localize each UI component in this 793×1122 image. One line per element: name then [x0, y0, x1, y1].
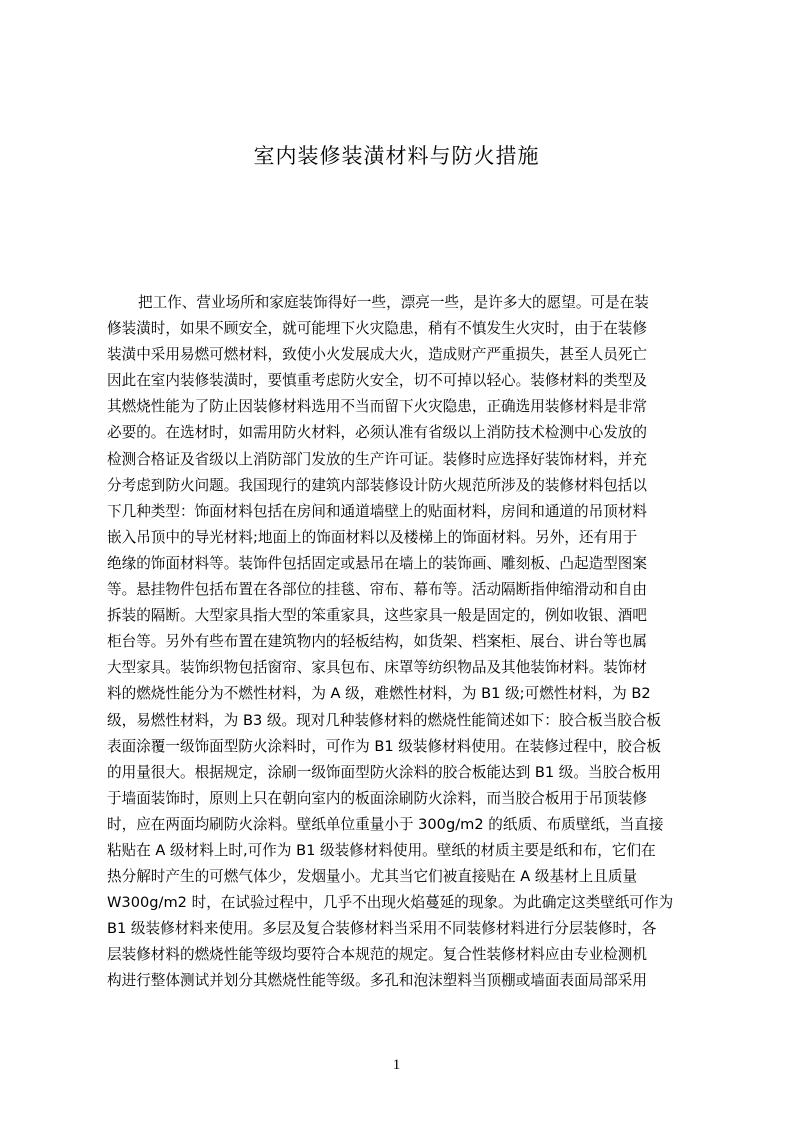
- paragraph-line: 把工作、营业场所和家庭装饰得好一些，漂亮一些，是许多大的愿望。可是在装: [138, 294, 649, 311]
- paragraph-line: 修装潢时，如果不顾安全，就可能埋下火灾隐患，稍有不慎发生火灾时，由于在装修: [107, 320, 647, 338]
- paragraph-line: 料的燃烧性能分为不燃性材料，为 A 级，难燃性材料，为 B1 级;可燃性材料，为 B2: [107, 685, 651, 703]
- paragraph-line: 于墙面装饰时，原则上只在朝向室内的板面涂刷防火涂料，而当胶合板用于吊顶装修: [107, 789, 647, 807]
- paragraph-line: 其燃烧性能为了防止因装修材料选用不当而留下火灾隐患，正确选用装修材料是非常: [107, 398, 647, 416]
- paragraph-line: 等。悬挂物件包括布置在各部位的挂毯、帘布、幕布等。活动隔断指伸缩滑动和自由: [107, 581, 647, 599]
- paragraph-line: 因此在室内装修装潢时，要慎重考虑防火安全，切不可掉以轻心。装修材料的类型及: [107, 372, 647, 390]
- paragraph-line: 分考虑到防火问题。我国现行的建筑内部装修设计防火规范所涉及的装修材料包括以: [107, 476, 647, 494]
- paragraph-line: 检测合格证及省级以上消防部门发放的生产许可证。装修时应选择好装饰材料，并充: [107, 450, 647, 468]
- paragraph-line: B1 级装修材料来使用。多层及复合装修材料当采用不同装修材料进行分层装修时，各: [107, 920, 657, 938]
- page-number: 1: [392, 1057, 401, 1073]
- paragraph-line: 热分解时产生的可燃气体少，发烟量小。尤其当它们被直接贴在 A 级基材上且质量: [107, 868, 638, 886]
- paragraph-line: 层装修材料的燃烧性能等级均要符合本规范的规定。复合性装修材料应由专业检测机: [107, 946, 647, 964]
- paragraph-line: W300g/m2 时，在试验过程中，几乎不出现火焰蔓延的现象。为此确定这类壁纸可作为: [107, 894, 674, 912]
- paragraph-line: 级，易燃性材料，为 B3 级。现对几种装修材料的燃烧性能简述如下：胶合板当胶合板: [107, 711, 661, 729]
- paragraph-line: 构进行整体测试并划分其燃烧性能等级。多孔和泡沫塑料当顶棚或墙面表面局部采用: [107, 972, 647, 990]
- paragraph-line: 绝缘的饰面材料等。装饰件包括固定或悬吊在墙上的装饰画、雕刻板、凸起造型图案: [107, 554, 647, 572]
- paragraph-line: 表面涂覆一级饰面型防火涂料时，可作为 B1 级装修材料使用。在装修过程中，胶合板: [107, 737, 661, 755]
- paragraph-line: 时，应在两面均刷防火涂料。壁纸单位重量小于 300g/m2 的纸质、布质壁纸，当直接: [107, 815, 664, 833]
- paragraph-line: 下几种类型：饰面材料包括在房间和通道墙壁上的贴面材料，房间和通道的吊顶材料: [107, 502, 647, 520]
- body-paragraph: [107, 290, 697, 995]
- paragraph-line: 粘贴在 A 级材料上时,可作为 B1 级装修材料使用。壁纸的材质主要是纸和布，它们在: [107, 841, 656, 859]
- paragraph-line: 柜台等。另外有些布置在建筑物内的轻板结构，如货架、档案柜、展台、讲台等也属: [107, 633, 647, 651]
- paragraph-line: 装潢中采用易燃可燃材料，致使小火发展成大火，造成财产严重损失，甚至人员死亡: [107, 346, 647, 364]
- paragraph-line: 的用量很大。根据规定，涂刷一级饰面型防火涂料的胶合板能达到 B1 级。当胶合板用: [107, 763, 661, 781]
- paragraph-line: 必要的。在选材时，如需用防火材料，必须认准有省级以上消防技术检测中心发放的: [107, 424, 647, 442]
- paragraph-line: 嵌入吊顶中的导光材料;地面上的饰面材料以及楼梯上的饰面材料。另外，还有用于: [107, 528, 638, 546]
- paragraph-line: 拆装的隔断。大型家具指大型的笨重家具，这些家具一般是固定的，例如收银、酒吧: [107, 607, 647, 625]
- paragraph-line: 大型家具。装饰织物包括窗帘、家具包布、床罩等纺织物品及其他装饰材料。装饰材: [107, 659, 647, 677]
- document-title: 室内装修装潢材料与防火措施: [253, 144, 540, 168]
